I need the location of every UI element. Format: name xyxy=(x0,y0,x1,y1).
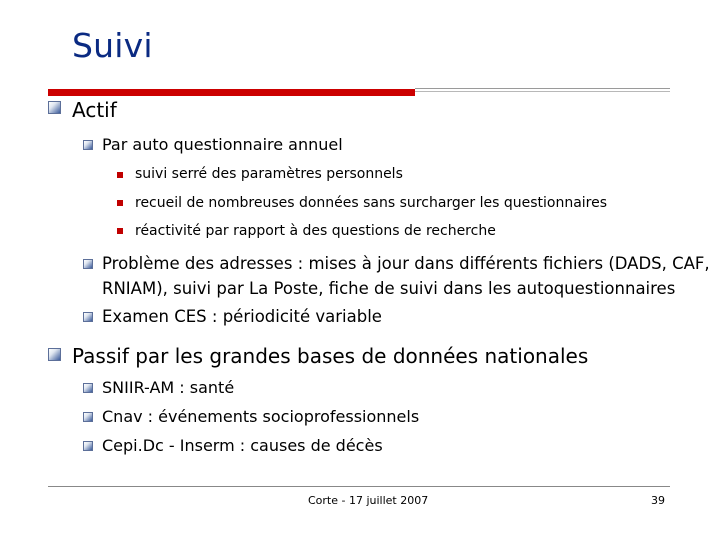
checkbox-bullet-icon xyxy=(48,101,61,114)
subitem-recueil: recueil de nombreuses données sans surcharger les questionnaires xyxy=(135,195,608,211)
item-sniir-am: SNIIR-AM : santé xyxy=(102,378,235,397)
item-cnav: Cnav : événements socioprofessionnels xyxy=(102,407,420,426)
item-examen-ces: Examen CES : périodicité variable xyxy=(102,307,382,326)
footer-date: Corte - 17 juillet 2007 xyxy=(308,494,429,507)
footer-divider xyxy=(48,486,670,487)
section-actif-label: Actif xyxy=(72,98,117,122)
checkbox-bullet-icon xyxy=(83,412,93,422)
title-accent-rule xyxy=(48,89,415,96)
checkbox-bullet-icon xyxy=(83,259,93,269)
item-probleme-adresses-line2: RNIAM), suivi par La Poste, fiche de suivi dans les autoquestionnaires xyxy=(102,279,676,298)
checkbox-bullet-icon xyxy=(83,312,93,322)
checkbox-bullet-icon xyxy=(83,441,93,451)
checkbox-bullet-icon xyxy=(83,383,93,393)
checkbox-bullet-icon xyxy=(48,348,61,361)
slide-title: Suivi xyxy=(72,26,153,65)
title-divider-line-2 xyxy=(415,91,670,92)
square-bullet-icon xyxy=(117,200,123,206)
checkbox-bullet-icon xyxy=(83,140,93,150)
item-auto-questionnaire: Par auto questionnaire annuel xyxy=(102,135,343,154)
subitem-reactivite: réactivité par rapport à des questions de recherche xyxy=(135,223,496,239)
square-bullet-icon xyxy=(117,172,123,178)
page-number: 39 xyxy=(651,494,665,507)
section-passif-label: Passif par les grandes bases de données nationales xyxy=(72,344,589,368)
square-bullet-icon xyxy=(117,228,123,234)
item-probleme-adresses-line1: Problème des adresses : mises à jour dans différents fichiers (DADS, CAF, xyxy=(102,254,710,273)
subitem-suivi-serre: suivi serré des paramètres personnels xyxy=(135,166,403,182)
title-divider-line xyxy=(415,88,670,89)
item-cepidc: Cepi.Dc - Inserm : causes de décès xyxy=(102,436,383,455)
